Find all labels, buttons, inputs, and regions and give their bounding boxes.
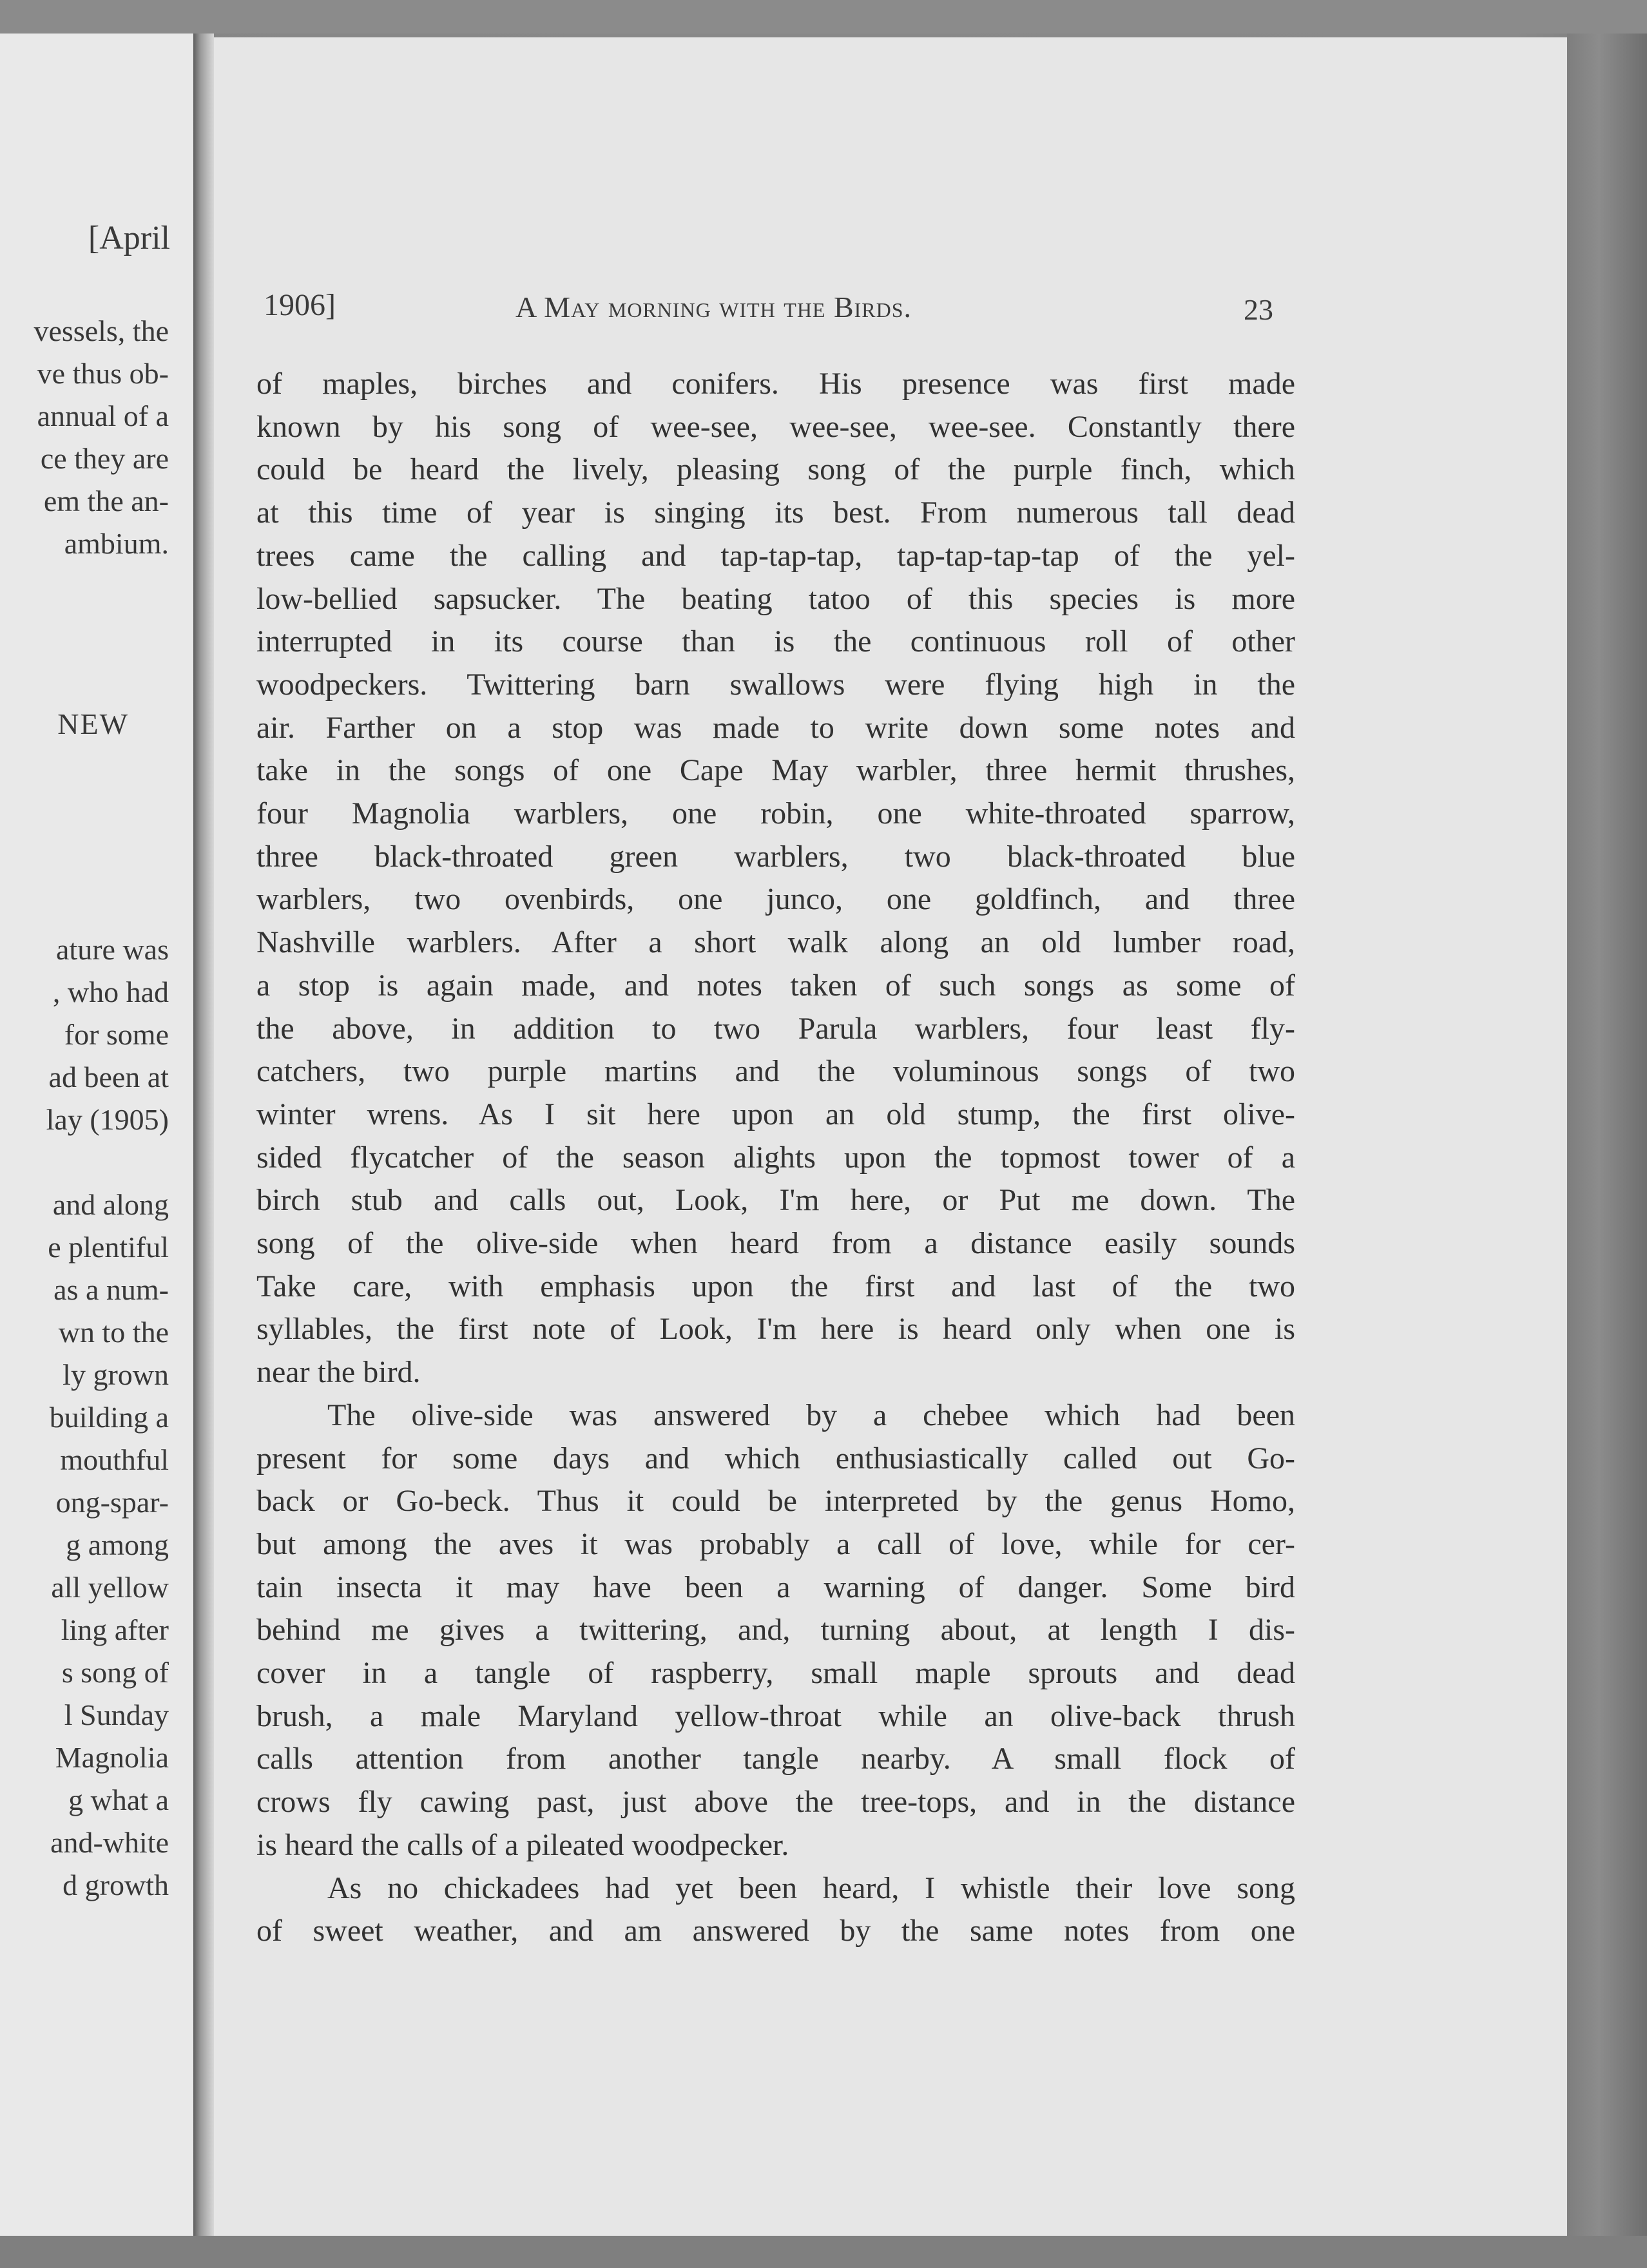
body-line: brush, a male Maryland yellow-throat while an olive-back thrush [256, 1699, 1295, 1733]
body-line: known by his song of wee-see, wee-see, wee-see. Constantly there [256, 410, 1295, 444]
body-line: As no chickadees had yet been heard, I whistle their love song [327, 1871, 1295, 1905]
left-page-line: wn to the [58, 1316, 169, 1349]
body-line: four Magnolia warblers, one robin, one white-throated sparrow, [256, 796, 1295, 831]
left-page-line: ature was [56, 933, 169, 966]
body-line: present for some days and which enthusiastically called out Go- [256, 1441, 1295, 1475]
left-page-line: ad been at [48, 1061, 169, 1093]
body-line: The olive-side was answered by a chebee which had been [327, 1398, 1295, 1432]
body-line: Nashville warblers. After a short walk along an old lumber road, [256, 925, 1295, 959]
body-line: behind me gives a twittering, and, turning about, at length I dis- [256, 1613, 1295, 1647]
left-page-line: , who had [52, 975, 169, 1008]
left-page-line: g among [66, 1528, 169, 1561]
left-page-line: ling after [61, 1613, 169, 1646]
left-page-line: ve thus ob- [37, 357, 169, 390]
left-page-line: d growth [63, 1869, 169, 1901]
left-page-line: ly grown [63, 1358, 169, 1391]
running-head [214, 287, 1567, 332]
body-line: interrupted in its course than is the continuous roll of other [256, 624, 1295, 658]
left-page-line: building a [49, 1401, 169, 1434]
left-page-line: em the an- [43, 485, 169, 517]
body-line: air. Farther on a stop was made to write down some notes and [256, 711, 1295, 745]
left-page-line: s song of [61, 1656, 169, 1689]
left-page-line: ong-spar- [55, 1486, 169, 1519]
left-page-line: g what a [68, 1783, 169, 1816]
left-page-line: NEW [57, 707, 129, 740]
body-line: tain insecta it may have been a warning of danger. Some bird [256, 1570, 1295, 1604]
body-line: at this time of year is singing its best. From numerous tall dead [256, 495, 1295, 530]
body-line: is heard the calls of a pileated woodpecker. [256, 1828, 789, 1862]
body-line: take in the songs of one Cape May warbler, three hermit thrushes, [256, 753, 1295, 787]
left-page-line: and along [52, 1188, 169, 1221]
left-page-line: for some [64, 1018, 169, 1051]
left-page-line: l Sunday [64, 1698, 169, 1731]
book-gutter [193, 34, 214, 2236]
left-page-line: mouthful [60, 1443, 169, 1476]
body-line: of maples, birches and conifers. His presence was first made [256, 367, 1295, 401]
left-page-line: e plentiful [48, 1231, 169, 1264]
main-page [214, 37, 1567, 2236]
body-line: crows fly cawing past, just above the tree-tops, and in the distance [256, 1785, 1295, 1819]
body-line: of sweet weather, and am answered by the same notes from one [256, 1914, 1295, 1948]
body-line: but among the aves it was probably a call of love, while for cer- [256, 1527, 1295, 1561]
body-line: woodpeckers. Twittering barn swallows were flying high in the [256, 668, 1295, 702]
left-page-line: ambium. [64, 527, 169, 560]
scan-right-edge [1567, 34, 1647, 2236]
left-running-head: [April [88, 220, 170, 256]
body-line: cover in a tangle of raspberry, small maple sprouts and dead [256, 1656, 1295, 1690]
scan-bottom-edge [0, 2236, 1647, 2268]
page-number: 23 [1244, 293, 1273, 326]
body-line: syllables, the first note of Look, I'm here is heard only when one is [256, 1312, 1295, 1346]
running-head-title: A May morning with the Birds. [515, 291, 912, 323]
body-line: warblers, two ovenbirds, one junco, one goldfinch, and three [256, 882, 1295, 916]
body-line: catchers, two purple martins and the voluminous songs of two [256, 1054, 1295, 1088]
body-line: song of the olive-side when heard from a distance easily sounds [256, 1226, 1295, 1260]
left-page-line: lay (1905) [46, 1103, 169, 1136]
body-line: near the bird. [256, 1355, 421, 1389]
body-line: the above, in addition to two Parula warblers, four least fly- [256, 1012, 1295, 1046]
body-line: trees came the calling and tap-tap-tap, tap-tap-tap-tap of the yel- [256, 539, 1295, 573]
body-line: low-bellied sapsucker. The beating tatoo of this species is more [256, 582, 1295, 616]
left-page-line: vessels, the [34, 314, 169, 347]
left-page-line: annual of a [37, 399, 169, 432]
body-line: sided flycatcher of the season alights upon the topmost tower of a [256, 1140, 1295, 1175]
left-page-line: ce they are [40, 442, 169, 475]
scan-top-edge [0, 0, 1647, 34]
left-page-line: Magnolia [55, 1741, 169, 1774]
left-page-line: all yellow [51, 1571, 169, 1604]
left-page [0, 34, 195, 2236]
body-line: calls attention from another tangle nearby. A small flock of [256, 1742, 1295, 1776]
body-line: back or Go-beck. Thus it could be interpreted by the genus Homo, [256, 1484, 1295, 1518]
left-page-line: as a num- [53, 1273, 169, 1306]
body-line: birch stub and calls out, Look, I'm here, or Put me down. The [256, 1183, 1295, 1217]
body-line: three black-throated green warblers, two black-throated blue [256, 840, 1295, 874]
left-page-line: and-white [50, 1826, 169, 1859]
running-head-year: 1906] [264, 288, 336, 322]
body-line: could be heard the lively, pleasing song of the purple finch, which [256, 452, 1295, 486]
body-line: a stop is again made, and notes taken of such songs as some of [256, 968, 1295, 1003]
body-line: winter wrens. As I sit here upon an old stump, the first olive- [256, 1097, 1295, 1131]
body-line: Take care, with emphasis upon the first and last of the two [256, 1269, 1295, 1303]
